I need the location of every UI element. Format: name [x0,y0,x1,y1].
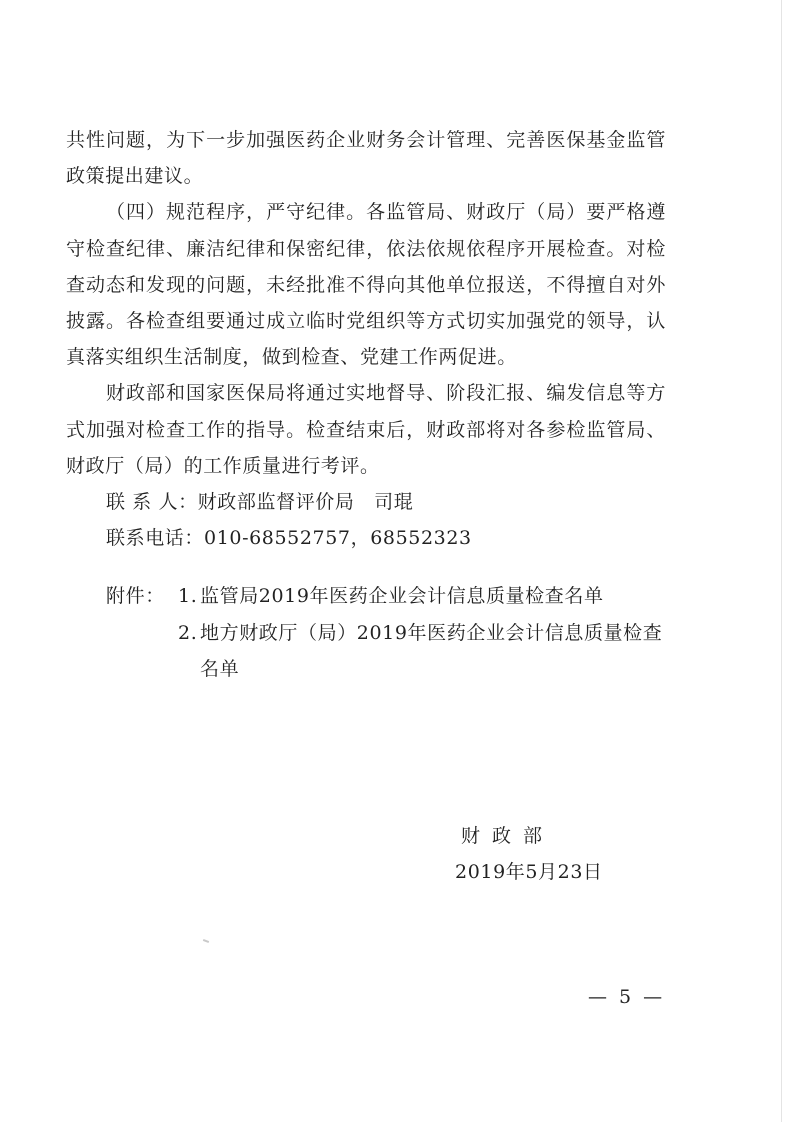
page-edge [781,0,782,1122]
contact-person-value: 财政部监督评价局 司琨 [197,491,414,514]
attachments-label: 附件： [106,585,165,608]
attachment-title: 监管局2019年医药企业会计信息质量检查名单 [200,585,604,608]
attachment-number: 1. [178,585,198,608]
contact-phone-label: 联系电话： [106,527,205,550]
spacer [66,556,666,578]
scan-speck [203,939,209,943]
contact-phone-value: 010-68552757，68552323 [204,527,472,550]
contact-person [66,484,666,520]
attachments-list [178,578,666,687]
contact-phone [66,520,666,556]
attachment-number: 2. [178,621,198,644]
paragraph-discipline: （四）规范程序，严守纪律。各监管局、财政厅（局）要严格遵守检查纪律、廉洁纪律和保密纪律，依法依规依程序开展检查。对检查动态和发现的问题，未经批准不得向其他单位报送，不得擅自对外披露。各检查组要通过成立临时党组织等方式切实加强党的领导，认真落实组织生活制度，做到检查、党建工作两促进。 [66,201,666,369]
issuing-organization: 财政部 [461,825,555,847]
attachment-item [178,578,666,614]
contact-person-label: 联 系 人： [106,491,198,514]
attachment-title: 地方财政厅（局）2019年医药企业会计信息质量检查名单 [200,621,663,680]
body-text [66,122,666,687]
attachments [66,578,666,687]
paragraph-continuation: 共性问题，为下一步加强医药企业财务会计管理、完善医保基金监管政策提出建议。 [66,129,666,188]
signature-block [455,818,603,890]
paragraph-supervision: 财政部和国家医保局将通过实地督导、阶段汇报、编发信息等方式加强对检查工作的指导。检查结束后，财政部将对各参检监管局、财政厅（局）的工作质量进行考评。 [66,382,666,477]
attachment-item [178,615,666,687]
issue-date: 2019年5月23日 [455,861,603,883]
page-number: — 5 — [588,986,666,1008]
